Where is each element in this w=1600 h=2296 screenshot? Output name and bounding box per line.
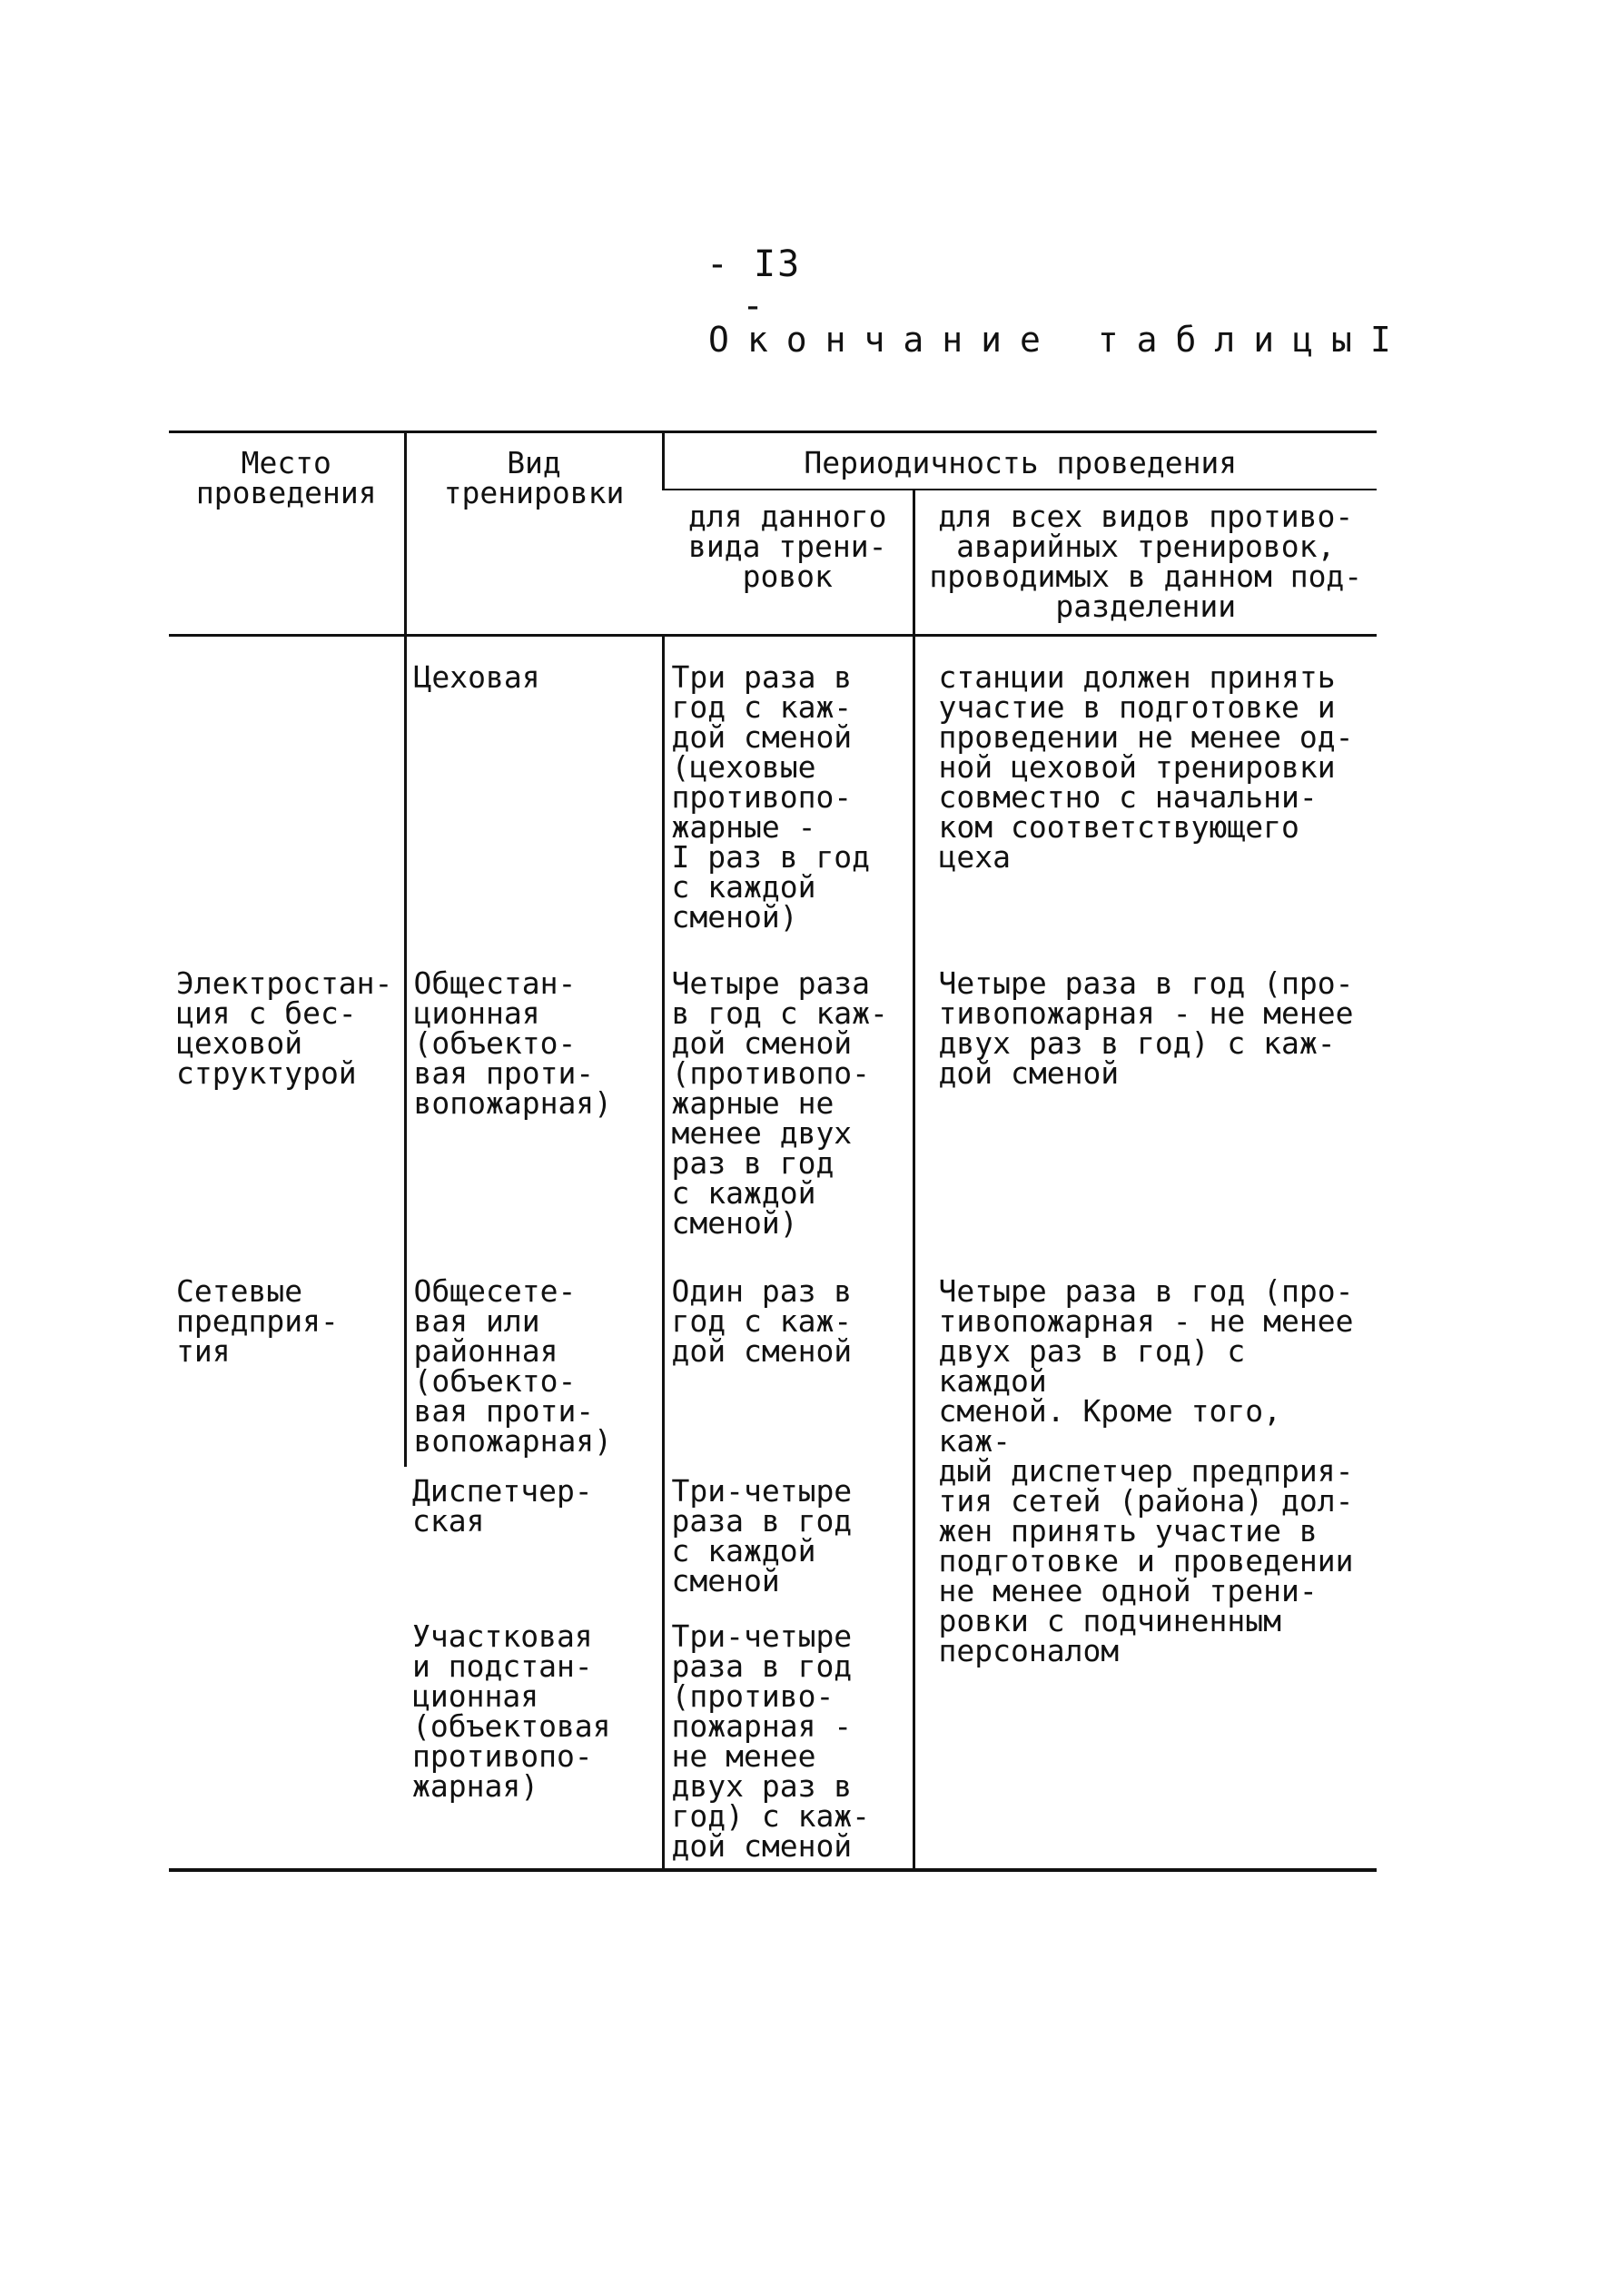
header-type: Вид тренировки xyxy=(405,432,663,636)
header-periodicity: Периодичность проведения xyxy=(663,432,1377,490)
training-table xyxy=(169,430,1377,1872)
table-row xyxy=(169,636,1377,960)
header-place: Место проведения xyxy=(169,432,405,636)
cell-for-type: Три-четыре раза в год с каждой сменой xyxy=(671,1473,853,1598)
table-caption: Окончание таблицыI xyxy=(708,320,1409,360)
cell-for-type: Один раз в год с каж- дой сменой xyxy=(671,1273,853,1369)
cell-type: Общесете- вая или районная (объекто- вая проти- вопожарная) xyxy=(413,1273,613,1459)
cell-for-type: Четыре раза в год с каж- дой сменой (противопо- жарные не менее двух раз в год с каждой сменой) xyxy=(671,965,888,1241)
cell-type: Цеховая xyxy=(413,659,540,695)
table-header xyxy=(169,432,1377,636)
cell-for-type: Три раза в год с каж- дой сменой (цеховые противопо- жарные - I раз в год с каждой сменой) xyxy=(671,659,871,935)
cell-type: Участковая и подстан- ционная (объектовая противопо- жарная) xyxy=(412,1618,611,1804)
training-table-container xyxy=(169,430,1377,1872)
table-body xyxy=(169,636,1377,1871)
cell-for-type: Три-четыре раза в год (противо- пожарная - не менее двух раз в год) с каж- дой сменой xyxy=(671,1618,871,1864)
cell-for-all: Четыре раза в год (про- тивопожарная - не менее двух раз в год) с каж- дой сменой xyxy=(938,965,1354,1091)
cell-type: Общестан- ционная (объекто- вая проти- вопожарная) xyxy=(413,965,613,1121)
header-for-all: для всех видов противо- аварийных тренировок, проводимых в данном под- разделении xyxy=(914,490,1377,636)
page-number: - I3 - xyxy=(706,243,802,327)
cell-for-all: станции должен принять участие в подготовке и проведении не менее од- ной цеховой тренировки совместно с начальни- ком соответствующего цеха xyxy=(938,659,1354,875)
cell-place: Электростан- ция с бес- цеховой структурой xyxy=(176,965,393,1091)
table-row xyxy=(169,1265,1377,1467)
table-row xyxy=(169,959,1377,1265)
cell-for-all: Четыре раза в год (про- тивопожарная - не менее двух раз в год) с каждой сменой. Кроме того, каж- дый диспетчер предприя- тия сетей (района) дол- жен принять участие в подготовке и проведении не менее одной трени- ровки с подчиненным персоналом xyxy=(938,1273,1354,1668)
cell-type: Диспетчер- ская xyxy=(412,1473,593,1539)
cell-place: Сетевые предприя- тия xyxy=(176,1273,339,1369)
header-for-type: для данного вида трени- ровок xyxy=(663,490,914,636)
